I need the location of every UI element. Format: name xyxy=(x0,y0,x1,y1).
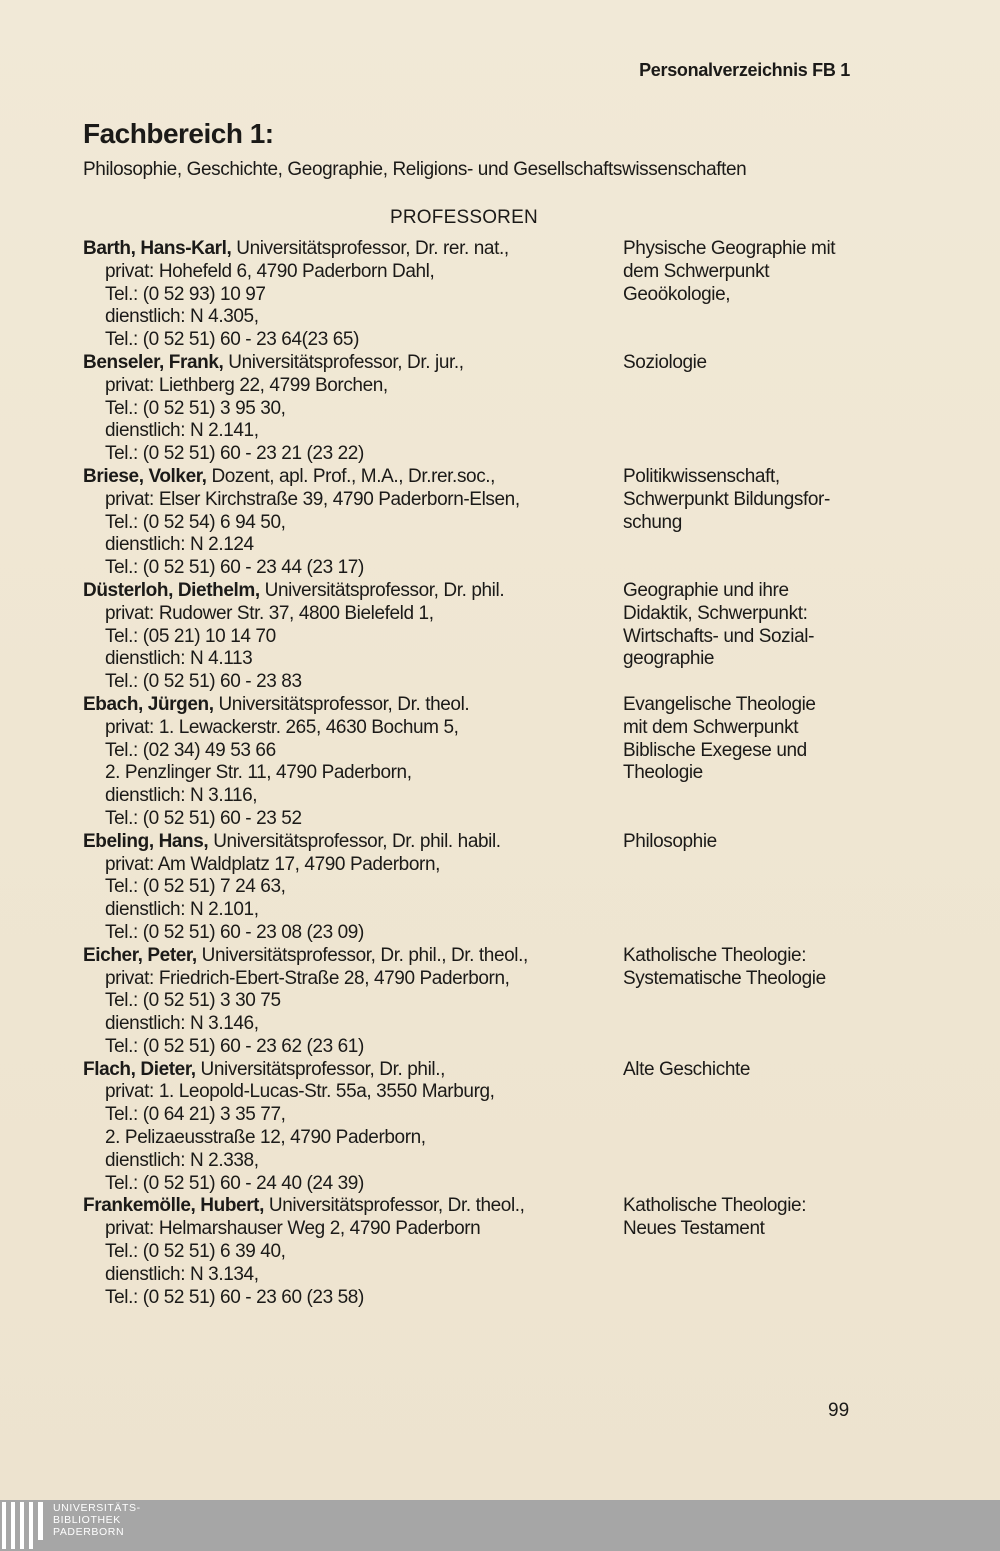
subject-line: Evangelische Theologie xyxy=(623,693,816,715)
page-title: Fachbereich 1: xyxy=(83,118,274,149)
entry-heading xyxy=(83,831,613,854)
entry-heading xyxy=(83,238,613,261)
subject-line: Alte Geschichte xyxy=(623,1058,751,1080)
subject-area xyxy=(623,945,883,991)
entry-details xyxy=(83,466,613,580)
contact-line: Tel.: (0 64 21) 3 35 77, xyxy=(105,1104,286,1126)
person-title: Universitätsprofessor, Dr. theol., xyxy=(264,1195,525,1217)
contact-line: Tel.: (0 52 51) 60 - 23 08 (23 09) xyxy=(105,921,364,943)
person-name: Ebeling, Hans, xyxy=(83,830,209,852)
subject-line: Geographie und ihre xyxy=(623,579,789,601)
subject-line: Politikwissenschaft, xyxy=(623,465,780,487)
person-name: Düsterloh, Diethelm, xyxy=(83,579,260,601)
logo-line: PADERBORN xyxy=(53,1526,125,1538)
personnel-entry xyxy=(83,694,883,831)
contact-line: dienstlich: N 4.113 xyxy=(105,648,253,670)
personnel-entry xyxy=(83,831,883,945)
subject-area xyxy=(623,1195,883,1241)
person-name: Briese, Volker, xyxy=(83,465,207,487)
contact-line: Tel.: (0 52 54) 6 94 50, xyxy=(105,511,286,533)
subject-area xyxy=(623,694,883,785)
subject-line: mit dem Schwerpunkt xyxy=(623,716,799,738)
subject-line: schung xyxy=(623,511,682,533)
subject-area xyxy=(623,238,883,306)
page-subtitle: Philosophie, Geschichte, Geographie, Religions- und Gesellschaftswissenschaften xyxy=(83,159,747,180)
contact-line: privat: 1. Lewackerstr. 265, 4630 Bochum 5, xyxy=(105,716,459,738)
contact-line: dienstlich: N 3.134, xyxy=(105,1263,259,1285)
person-name: Ebach, Jürgen, xyxy=(83,693,214,715)
person-title: Universitätsprofessor, Dr. phil., xyxy=(195,1058,446,1080)
personnel-entry xyxy=(83,352,883,466)
entry-heading xyxy=(83,945,613,968)
contact-line: Tel.: (0 52 51) 60 - 23 64(23 65) xyxy=(105,329,360,351)
contact-line: Tel.: (0 52 51) 60 - 23 60 (23 58) xyxy=(105,1286,364,1308)
contact-line: privat: Hohefeld 6, 4790 Paderborn Dahl, xyxy=(105,260,435,282)
contact-line: Tel.: (0 52 51) 60 - 23 62 (23 61) xyxy=(105,1035,364,1057)
person-name: Eicher, Peter, xyxy=(83,944,197,966)
contact-line: dienstlich: N 2.101, xyxy=(105,899,259,921)
contact-line: dienstlich: N 3.146, xyxy=(105,1013,259,1035)
contact-line: dienstlich: N 2.338, xyxy=(105,1149,259,1171)
person-title: Universitätsprofessor, Dr. rer. nat., xyxy=(231,238,509,259)
subject-area xyxy=(623,580,883,671)
contact-line: Tel.: (05 21) 10 14 70 xyxy=(105,625,276,647)
subject-area xyxy=(623,352,883,375)
entry-heading xyxy=(83,580,613,603)
person-title: Universitätsprofessor, Dr. phil. habil. xyxy=(208,830,501,852)
library-logo-text xyxy=(53,1502,141,1538)
entry-details xyxy=(83,580,613,694)
entry-heading xyxy=(83,1195,613,1218)
contact-line: Tel.: (0 52 51) 60 - 23 44 (23 17) xyxy=(105,557,364,579)
subject-line: Katholische Theologie: xyxy=(623,944,807,966)
personnel-entry xyxy=(83,466,883,580)
subject-line: Katholische Theologie: xyxy=(623,1195,807,1217)
contact-line: Tel.: (0 52 51) 60 - 23 83 xyxy=(105,671,302,693)
entry-heading xyxy=(83,694,613,717)
running-head: Personalverzeichnis FB 1 xyxy=(639,60,850,80)
personnel-entry xyxy=(83,580,883,694)
person-name: Frankemölle, Hubert, xyxy=(83,1195,264,1217)
subject-line: Theologie xyxy=(623,762,703,784)
subject-line: Geoökologie, xyxy=(623,283,731,305)
subject-line: Didaktik, Schwerpunkt: xyxy=(623,602,808,624)
entry-details xyxy=(83,831,613,945)
personnel-entry xyxy=(83,238,883,352)
entry-heading xyxy=(83,1059,613,1082)
contact-line: privat: Liethberg 22, 4799 Borchen, xyxy=(105,374,388,396)
contact-line: Tel.: (02 34) 49 53 66 xyxy=(105,739,276,761)
subject-line: Philosophie xyxy=(623,830,717,852)
subject-line: Biblische Exegese und xyxy=(623,739,807,761)
contact-line: privat: Helmarshauser Weg 2, 4790 Paderborn xyxy=(105,1218,481,1240)
entry-heading xyxy=(83,352,613,375)
contact-line: Tel.: (0 52 51) 60 - 23 21 (23 22) xyxy=(105,443,364,465)
person-title: Dozent, apl. Prof., M.A., Dr.rer.soc., xyxy=(206,465,496,487)
contact-line: Tel.: (0 52 51) 60 - 23 52 xyxy=(105,807,302,829)
personnel-entry xyxy=(83,1195,883,1309)
library-footer xyxy=(0,1500,1000,1551)
page-number: 99 xyxy=(828,1400,850,1421)
contact-line: Tel.: (0 52 93) 10 97 xyxy=(105,283,266,305)
contact-line: dienstlich: N 4.305, xyxy=(105,306,259,328)
contact-line: dienstlich: N 2.141, xyxy=(105,420,259,442)
person-title: Universitätsprofessor, Dr. theol. xyxy=(213,693,470,715)
entry-details xyxy=(83,1195,613,1309)
subject-area xyxy=(623,466,883,534)
entry-details xyxy=(83,238,613,352)
subject-line: Neues Testament xyxy=(623,1218,765,1240)
personnel-entry xyxy=(83,945,883,1059)
subject-line: Systematische Theologie xyxy=(623,967,826,989)
contact-line: Tel.: (0 52 51) 3 95 30, xyxy=(105,397,286,419)
entry-heading xyxy=(83,466,613,489)
contact-line: Tel.: (0 52 51) 3 30 75 xyxy=(105,990,281,1012)
subject-line: dem Schwerpunkt xyxy=(623,260,770,282)
contact-line: privat: Am Waldplatz 17, 4790 Paderborn, xyxy=(105,853,440,875)
subject-line: Schwerpunkt Bildungsfor- xyxy=(623,488,830,510)
person-name: Benseler, Frank, xyxy=(83,351,224,373)
person-title: Universitätsprofessor, Dr. phil. xyxy=(259,579,505,601)
contact-line: Tel.: (0 52 51) 6 39 40, xyxy=(105,1241,286,1263)
contact-line: dienstlich: N 3.116, xyxy=(105,785,258,807)
contact-line: dienstlich: N 2.124 xyxy=(105,534,254,556)
section-heading: PROFESSOREN xyxy=(390,207,538,228)
subject-line: Physische Geographie mit xyxy=(623,238,836,259)
subject-line: geographie xyxy=(623,648,715,670)
contact-line: privat: Friedrich-Ebert-Straße 28, 4790 Paderborn, xyxy=(105,967,510,989)
subject-line: Soziologie xyxy=(623,351,707,373)
logo-line: BIBLIOTHEK xyxy=(53,1514,121,1526)
contact-line: Tel.: (0 52 51) 60 - 24 40 (24 39) xyxy=(105,1172,364,1194)
person-title: Universitätsprofessor, Dr. phil., Dr. theol., xyxy=(196,944,528,966)
contact-line: Tel.: (0 52 51) 7 24 63, xyxy=(105,876,286,898)
contact-line: 2. Penzlinger Str. 11, 4790 Paderborn, xyxy=(105,762,412,784)
library-logo xyxy=(0,1502,48,1549)
contact-line: 2. Pelizaeusstraße 12, 4790 Paderborn, xyxy=(105,1127,426,1149)
entry-details xyxy=(83,352,613,466)
person-name: Barth, Hans-Karl, xyxy=(83,238,232,259)
contact-line: privat: Rudower Str. 37, 4800 Bielefeld 1, xyxy=(105,602,434,624)
subject-area xyxy=(623,831,883,854)
subject-line: Wirtschafts- und Sozial- xyxy=(623,625,815,647)
contact-line: privat: 1. Leopold-Lucas-Str. 55a, 3550 Marburg, xyxy=(105,1081,495,1103)
contact-line: privat: Elser Kirchstraße 39, 4790 Paderborn-Elsen, xyxy=(105,488,520,510)
entry-details xyxy=(83,945,613,1059)
personnel-list xyxy=(83,238,883,1309)
personnel-entry xyxy=(83,1059,883,1196)
entry-details xyxy=(83,1059,613,1196)
subject-area xyxy=(623,1059,883,1082)
person-name: Flach, Dieter, xyxy=(83,1058,196,1080)
entry-details xyxy=(83,694,613,831)
person-title: Universitätsprofessor, Dr. jur., xyxy=(223,351,464,373)
logo-line: UNIVERSITÄTS- xyxy=(53,1502,141,1514)
